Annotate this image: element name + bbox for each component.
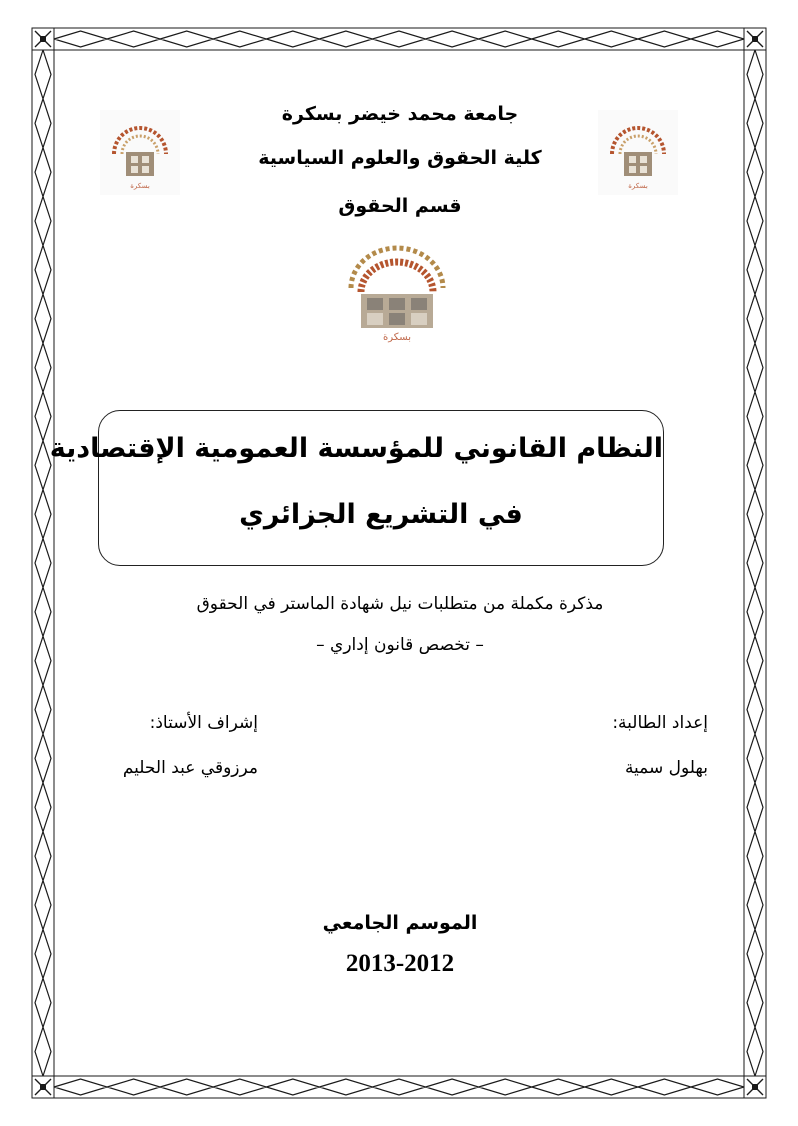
university-logo-right bbox=[598, 110, 678, 195]
thesis-title-line2: في التشريع الجزائري bbox=[239, 499, 523, 530]
academic-year-value: 2013-2012 bbox=[345, 950, 455, 977]
supervisor-name: مرزوقي عبد الحليم bbox=[122, 758, 258, 778]
university-name: جامعة محمد خيضر بسكرة bbox=[281, 103, 519, 125]
thesis-purpose: مذكرة مكملة من متطلبات نيل شهادة الماستر في الحقوق bbox=[196, 594, 604, 614]
university-logo-main bbox=[337, 240, 457, 345]
thesis-title-line1: النظام القانوني للمؤسسة العمومية الإقتصادية bbox=[49, 433, 663, 464]
academic-year-label: الموسم الجامعي bbox=[322, 912, 478, 934]
student-label: إعداد الطالبة: bbox=[612, 713, 708, 733]
faculty-name: كلية الحقوق والعلوم السياسية bbox=[258, 147, 542, 169]
svg-text:بسكرة: بسكرة bbox=[628, 182, 648, 190]
university-logo-left bbox=[100, 110, 180, 195]
thesis-specialty: – تخصص قانون إداري – bbox=[316, 635, 484, 655]
supervisor-label: إشراف الأستاذ: bbox=[149, 713, 258, 733]
svg-text:بسكرة: بسكرة bbox=[130, 182, 150, 190]
svg-text:بسكرة: بسكرة bbox=[383, 332, 411, 343]
student-name: بهلول سمية bbox=[624, 758, 708, 778]
department-name: قسم الحقوق bbox=[338, 195, 462, 217]
thesis-title-box bbox=[49, 410, 664, 566]
